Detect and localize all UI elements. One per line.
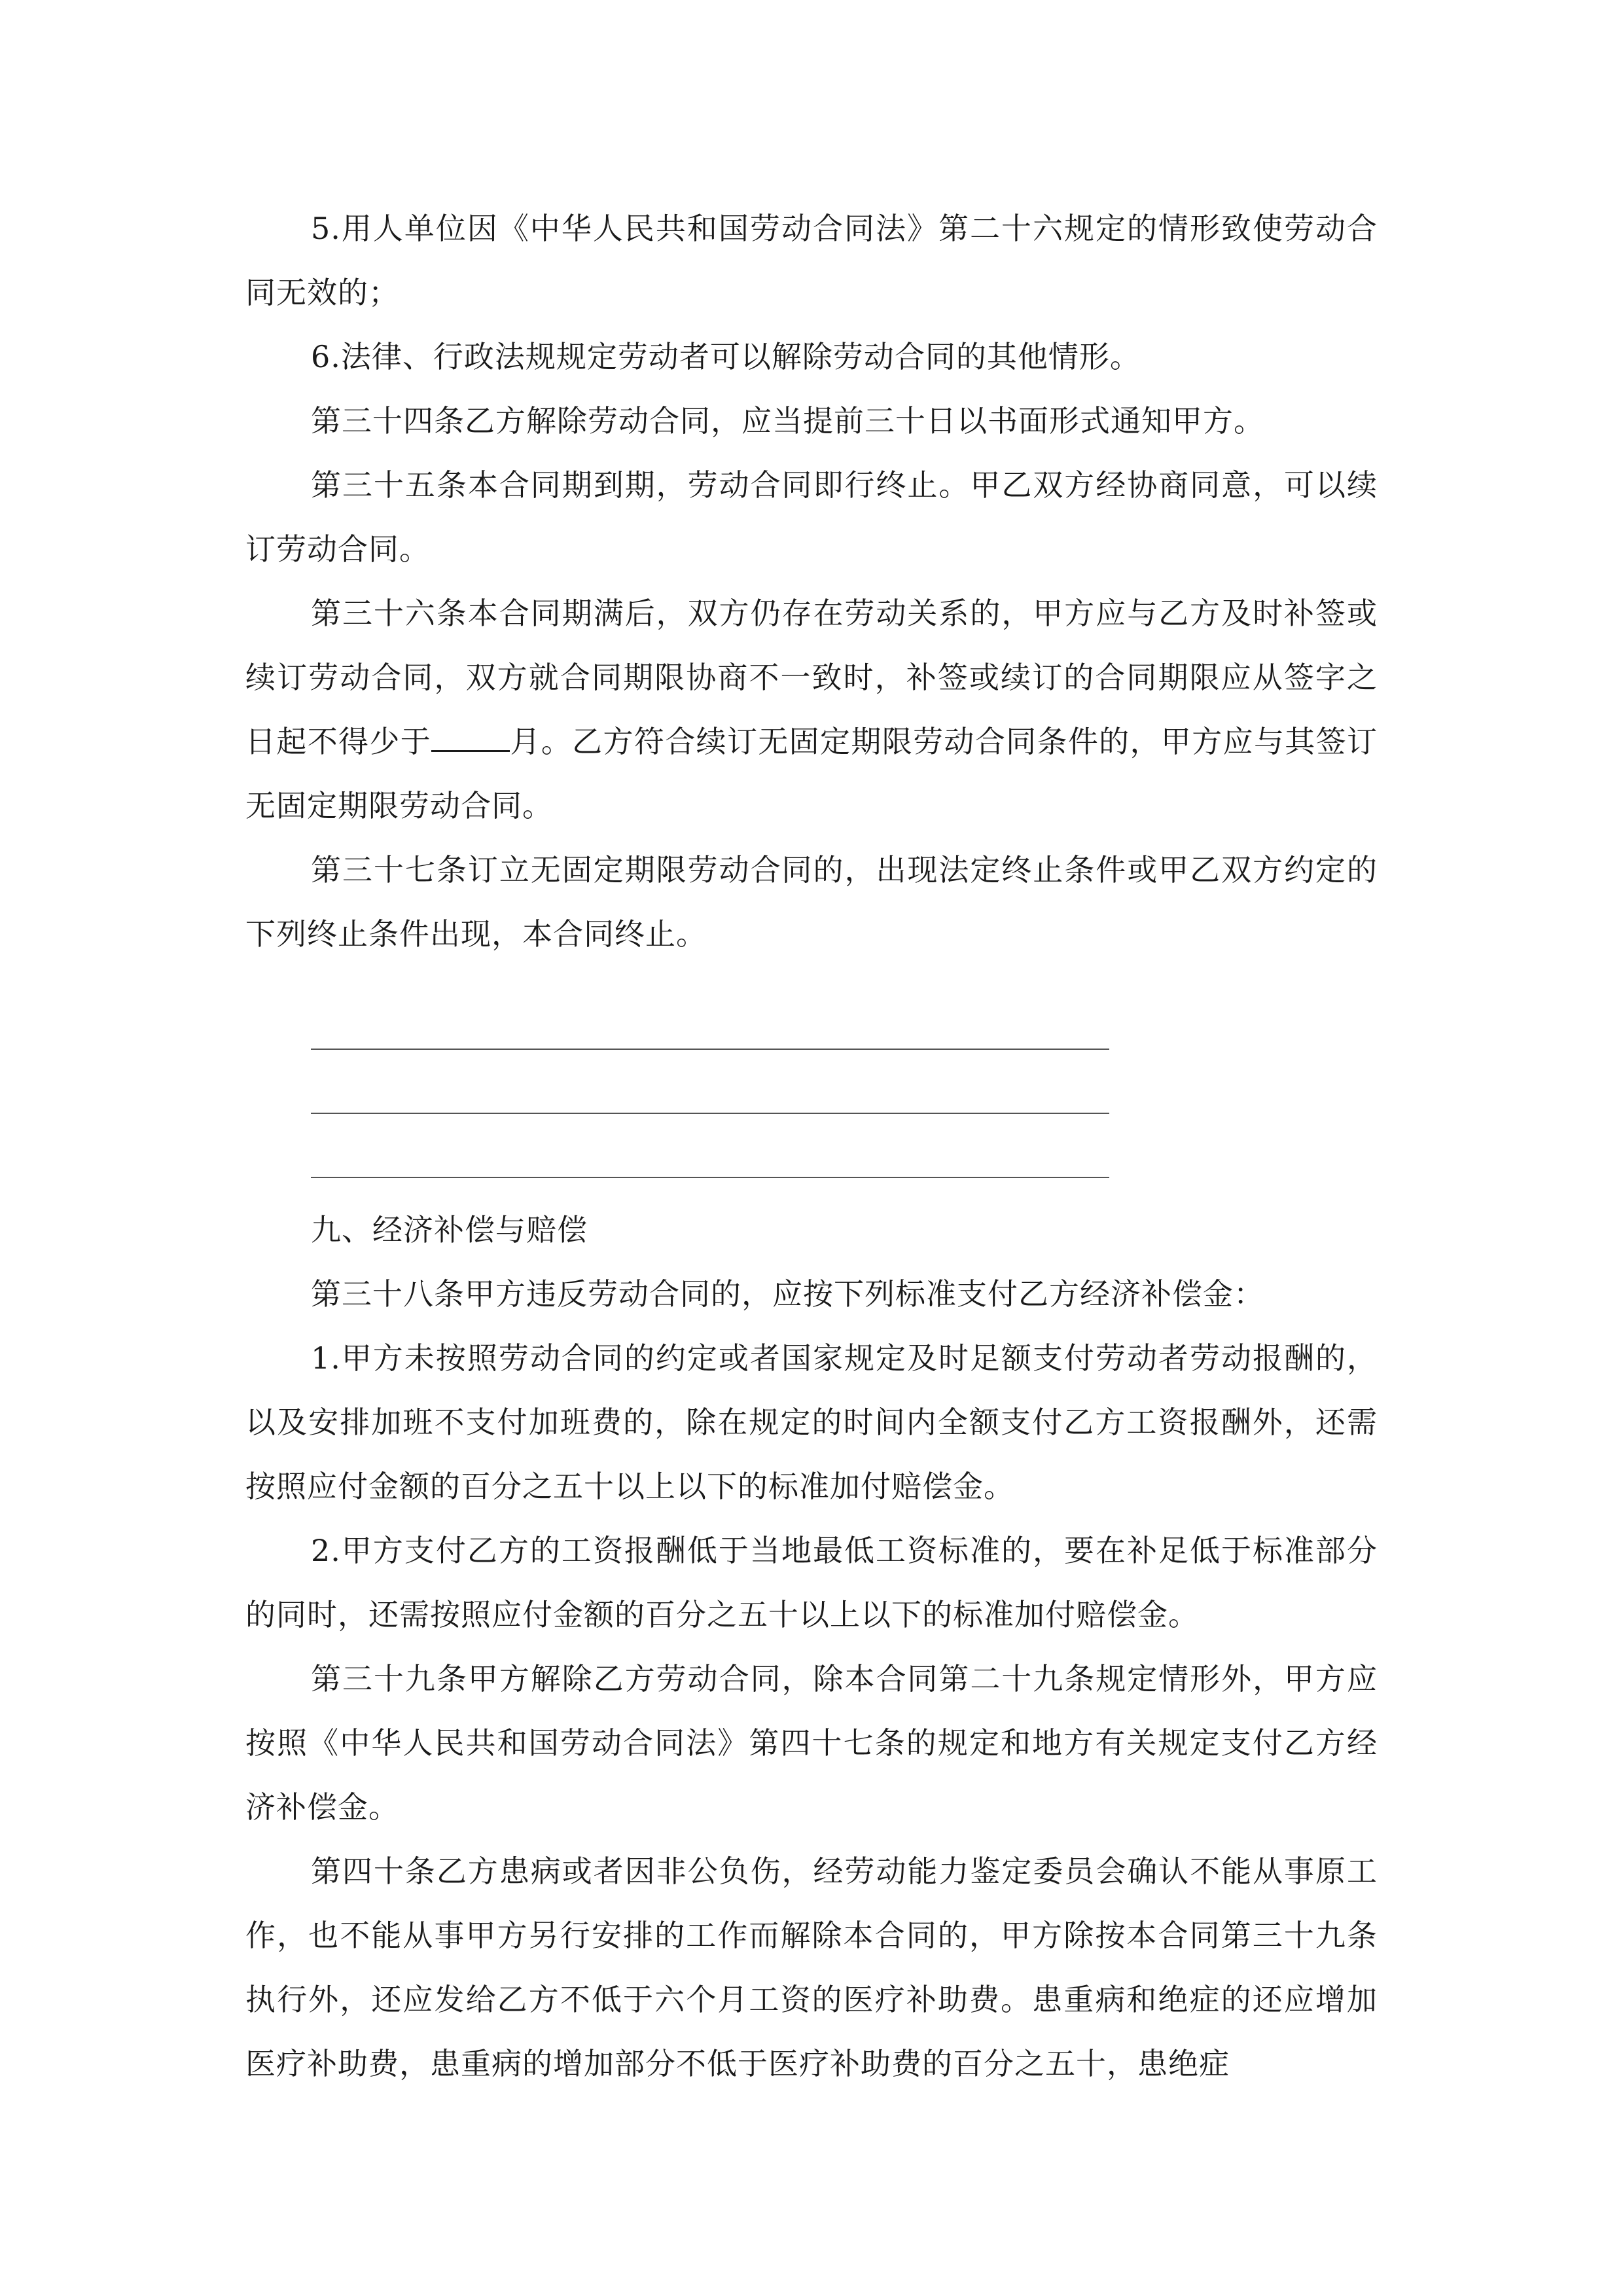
document-body [245, 196, 1378, 2096]
article-37: 第三十七条订立无固定期限劳动合同的，出现法定终止条件或甲乙双方约定的下列终止条件出现，本合同终止。 [245, 852, 1378, 952]
article-38: 第三十八条甲方违反劳动合同的，应按下列标准支付乙方经济补偿金： [311, 1276, 1264, 1312]
article-36 [245, 581, 1378, 838]
termination-conditions-blank-lines [311, 986, 1109, 1178]
article-38-item-1: 1.甲方未按照劳动合同的约定或者国家规定及时足额支付劳动者劳动报酬的，以及安排加班不支付加班费的，除在规定的时间内全额支付乙方工资报酬外，还需按照应付金额的百分之五十以上以下的标准加付赔偿金。 [245, 1340, 1378, 1504]
blank-line-2[interactable] [311, 1050, 1109, 1114]
article-39: 第三十九条甲方解除乙方劳动合同，除本合同第二十九条规定情形外，甲方应按照《中华人民共和国劳动合同法》第四十七条的规定和地方有关规定支付乙方经济补偿金。 [245, 1661, 1378, 1825]
article-40: 第四十条乙方患病或者因非公负伤，经劳动能力鉴定委员会确认不能从事原工作，也不能从事甲方另行安排的工作而解除本合同的，甲方除按本合同第三十九条执行外，还应发给乙方不低于六个月工资的医疗补助费。患重病和绝症的还应增加医疗补助费，患重病的增加部分不低于医疗补助费的百分之五十，患绝症 [245, 1854, 1378, 2081]
blank-line-3[interactable] [311, 1114, 1109, 1178]
article-35: 第三十五条本合同期到期，劳动合同即行终止。甲乙双方经协商同意，可以续订劳动合同。 [245, 467, 1378, 567]
clause-item-5: 5.用人单位因《中华人民共和国劳动合同法》第二十六规定的情形致使劳动合同无效的； [245, 211, 1378, 310]
fill-in-blank-months[interactable] [431, 724, 510, 752]
article-36-text-start: 第三十六条本合同期满后，双方仍存在劳动关系的，甲方应与乙方及时补签或续订劳动合同，双方就合同期限协商不一致时，补签或续订的合同期限应从签字之日起不得少于 [245, 596, 1378, 759]
blank-line-1[interactable] [311, 986, 1109, 1050]
article-36-text-end: 月。乙方符合续订无固定期限劳动合同条件的，甲方应与其签订无固定期限劳动合同。 [245, 724, 1378, 823]
article-38-item-2: 2.甲方支付乙方的工资报酬低于当地最低工资标准的，要在补足低于标准部分的同时，还需按照应付金额的百分之五十以上以下的标准加付赔偿金。 [245, 1533, 1378, 1632]
section-heading: 九、经济补偿与赔偿 [311, 1212, 588, 1247]
clause-item-6: 6.法律、行政法规规定劳动者可以解除劳动合同的其他情形。 [311, 339, 1141, 374]
article-34: 第三十四条乙方解除劳动合同，应当提前三十日以书面形式通知甲方。 [311, 403, 1264, 439]
